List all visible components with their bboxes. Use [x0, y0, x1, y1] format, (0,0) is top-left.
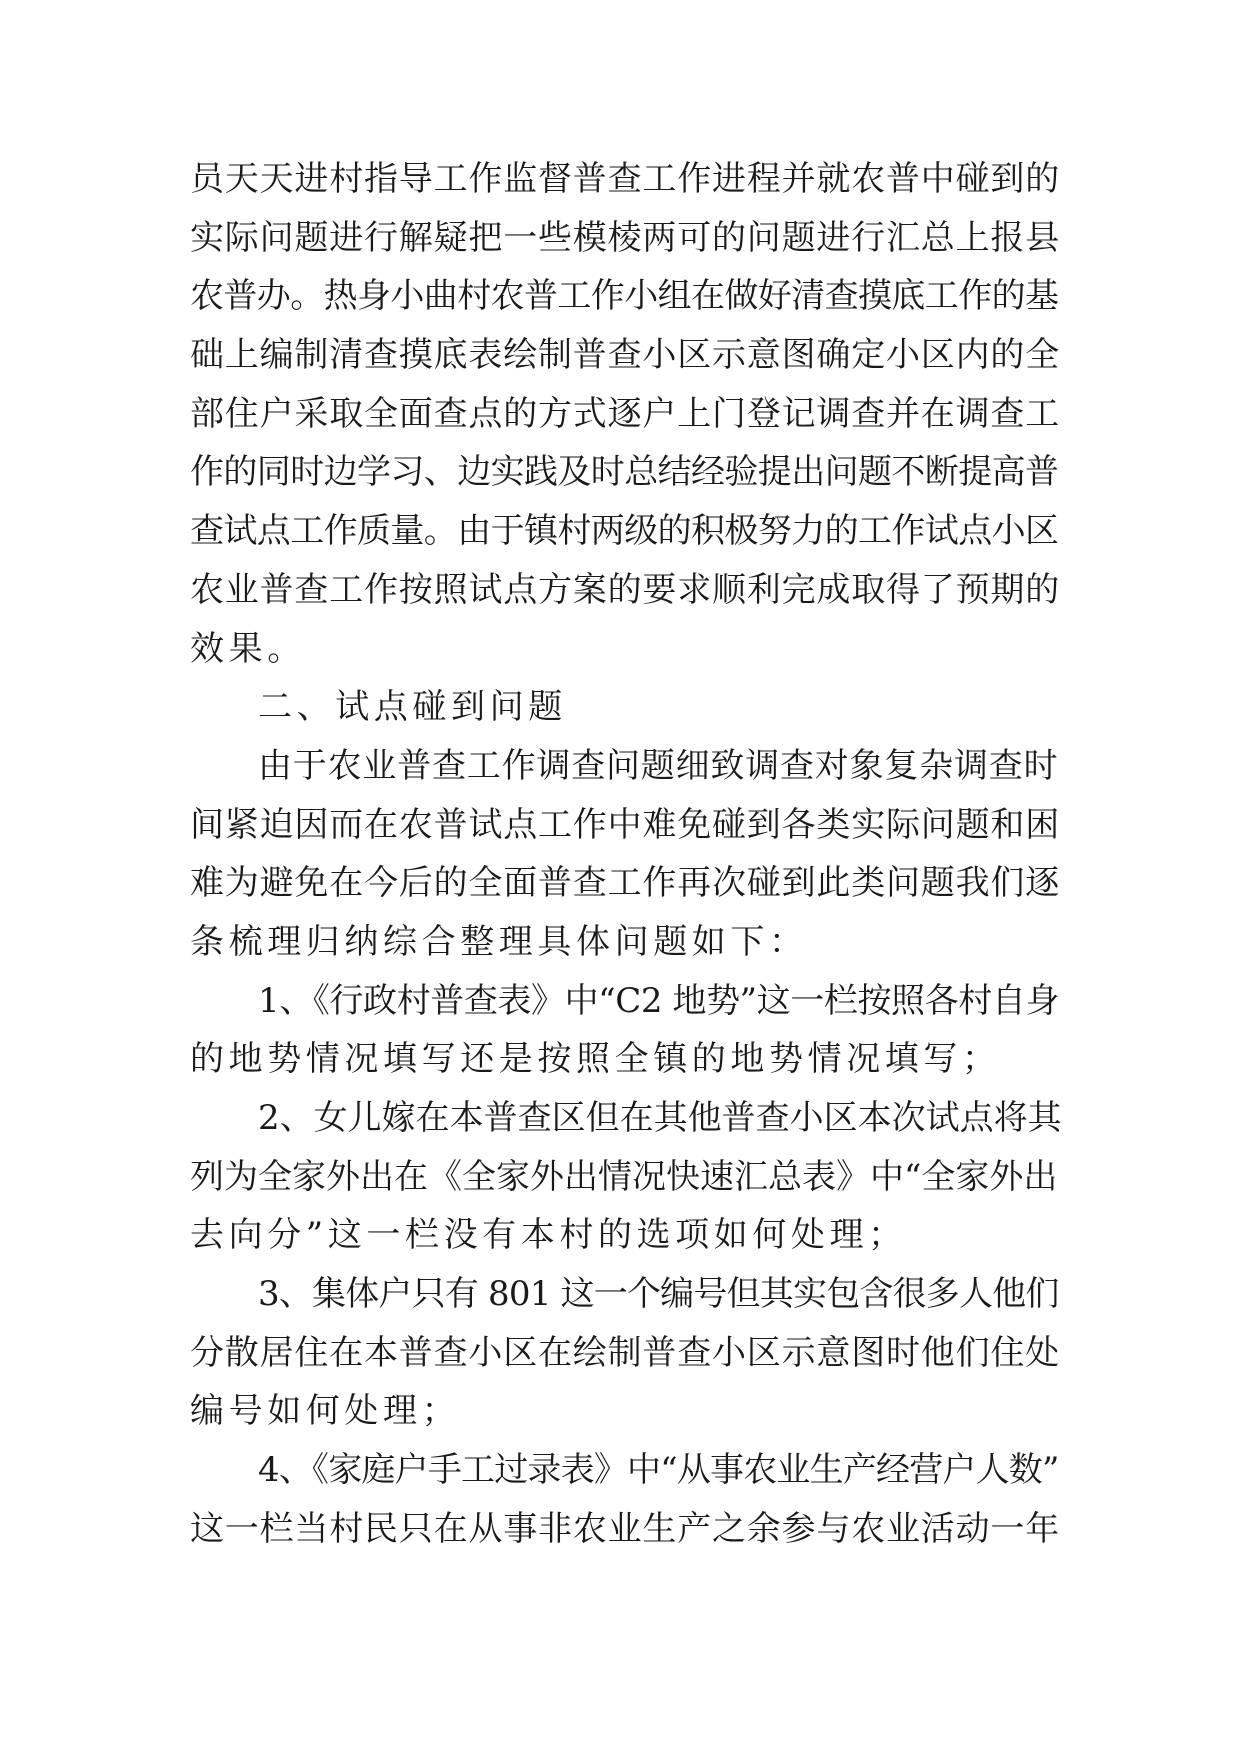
text-line: 农业普查工作按照试点方案的要求顺利完成取得了预期的	[190, 569, 1060, 610]
text-line: 编号如何处理；	[190, 1391, 461, 1432]
text-line: 农普办。热身小曲村农普工作小组在做好清查摸底工作的基	[190, 276, 1059, 317]
text-line: 3、集体户只有 801 这一个编号但其实包含很多人他们	[258, 1274, 1059, 1315]
text-line: 1、《行政村普查表》中“C2 地势”这一栏按照各村自身	[258, 980, 1060, 1021]
text-line: 础上编制清查摸底表绘制普查小区示意图确定小区内的全	[190, 335, 1060, 376]
text-line: 分散居住在本普查小区在绘制普查小区示意图时他们住处	[190, 1332, 1060, 1373]
text-line: 难为避免在今后的全面普查工作再次碰到此类问题我们逐	[190, 863, 1060, 904]
text-line: 员天天进村指导工作监督普查工作进程并就农普中碰到的	[190, 159, 1060, 199]
document-body	[190, 150, 1062, 1559]
text-line: 列为全家外出在《全家外出情况快速汇总表》中“全家外出	[190, 1156, 1058, 1197]
text-line: 二、试点碰到问题	[258, 687, 567, 728]
text-line: 4、《家庭户手工过录表》中“从事农业生产经营户人数”	[258, 1450, 1059, 1491]
text-line: 效果。	[190, 628, 306, 669]
text-line: 条梳理归纳综合整理具体问题如下：	[190, 921, 808, 962]
text-line: 作的同时边学习、边实践及时总结经验提出问题不断提高普	[190, 452, 1059, 493]
text-line: 由于农业普查工作调查问题细致调查对象复杂调查时	[258, 745, 1059, 786]
text-line: 查试点工作质量。由于镇村两级的积极努力的工作试点小区	[190, 511, 1059, 552]
text-line: 的地势情况填写还是按照全镇的地势情况填写；	[190, 1039, 1001, 1080]
text-line: 部住户采取全面查点的方式逐户上门登记调查并在调查工	[190, 393, 1060, 434]
text-line: 这一栏当村民只在从事非农业生产之余参与农业活动一年	[190, 1508, 1060, 1549]
text-line: 实际问题进行解疑把一些模棱两可的问题进行汇总上报县	[190, 217, 1060, 258]
text-line: 去向分”这一栏没有本村的选项如何处理；	[190, 1215, 907, 1256]
text-line: 间紧迫因而在农普试点工作中难免碰到各类实际问题和困	[190, 804, 1060, 845]
text-line: 2、女儿嫁在本普查区但在其他普查小区本次试点将其	[258, 1098, 1062, 1138]
